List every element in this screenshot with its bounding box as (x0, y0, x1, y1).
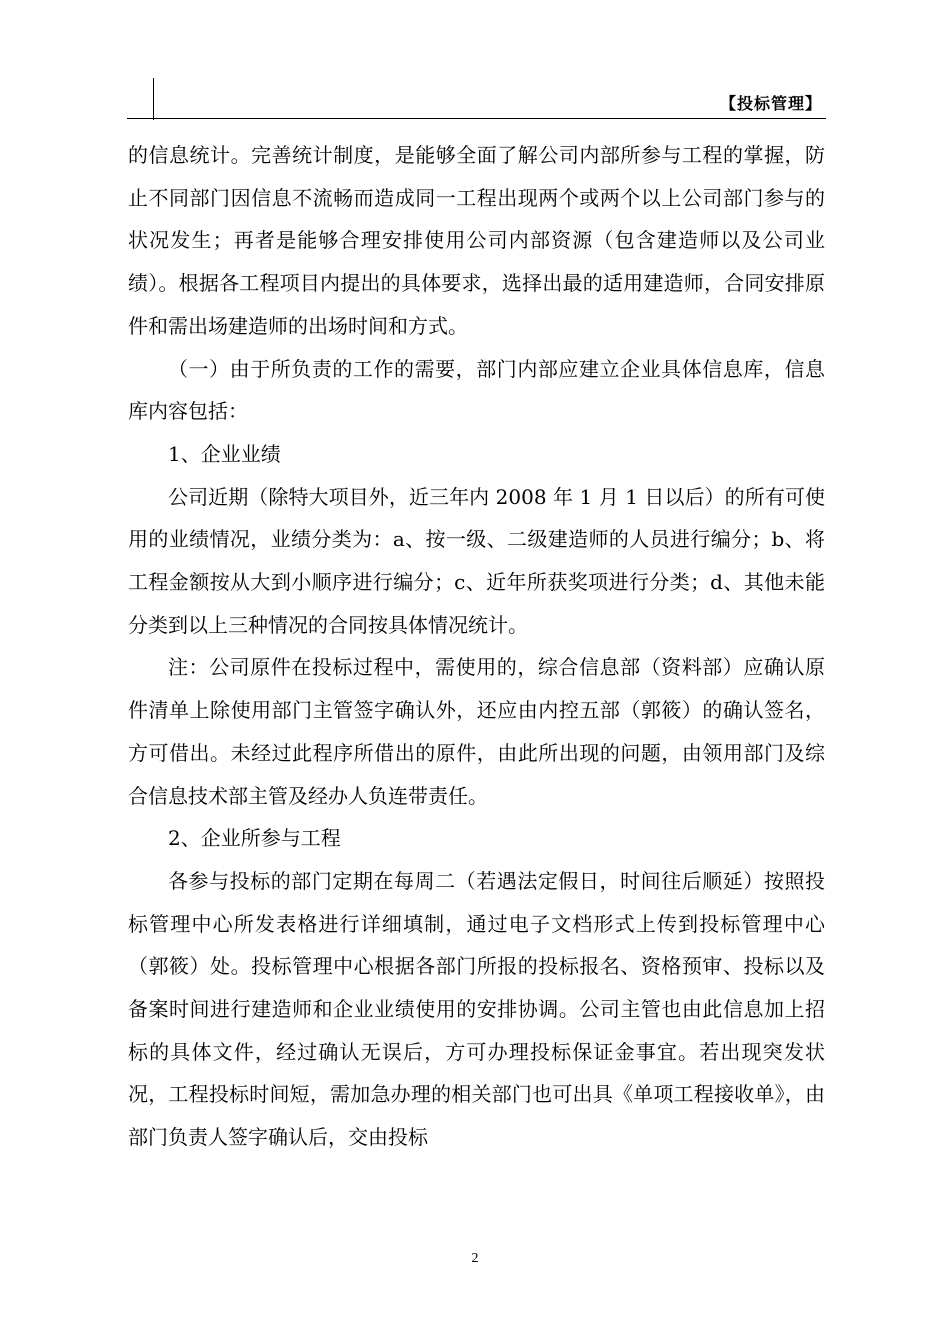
subheading-company-performance: 1、企业业绩 (168, 441, 281, 466)
paragraph-company-projects: 各参与投标的部门定期在每周二（若遇法定假日，时间往后顺延）按照投标管理中心所发表格进行详细填制，通过电子文档形式上传到投标管理中心（郭筱）处。投标管理中心根据各部门所报的投标报名、资格预审、投标以及备案时间进行建造师和企业业绩使用的安排协调。公司主管也由此信息加上招标的具体文件，经过确认无误后，方可办理投标保证金事宜。若出现突发状况，工程投标时间短，需加急办理的相关部门也可出具《单项工程接收单》，由部门负责人签字确认后，交由投标 (128, 868, 825, 1150)
header-rule (127, 118, 826, 119)
page-number: 2 (471, 1251, 479, 1266)
paragraph-note: 注：公司原件在投标过程中，需使用的，综合信息部（资料部）应确认原件清单上除使用部门主管签字确认外，还应由内控五部（郭筱）的确认签名，方可借出。未经过此程序所借出的原件，由此所出现的问题，由领用部门及综合信息技术部主管及经办人负连带责任。 (128, 655, 825, 808)
header-title: 【投标管理】 (719, 94, 822, 113)
paragraph-company-performance: 公司近期（除特大项目外，近三年内 2008 年 1 月 1 日以后）的所有可使用的业绩情况，业绩分类为：a、按一级、二级建造师的人员进行编分；b、将工程金额按从大到小顺序进行编分；c、近年所获奖项进行分类；d、其他未能分类到以上三种情况的合同按具体情况统计。 (128, 484, 825, 637)
header-margin-mark (153, 78, 154, 120)
subheading-company-projects: 2、企业所参与工程 (168, 826, 341, 851)
document-body (128, 134, 825, 1159)
paragraph-section-one: （一）由于所负责的工作的需要，部门内部应建立企业具体信息库，信息库内容包括： (128, 356, 825, 424)
paragraph-continued: 的信息统计。完善统计制度，是能够全面了解公司内部所参与工程的掌握，防止不同部门因信息不流畅而造成同一工程出现两个或两个以上公司部门参与的状况发生；再者是能够合理安排使用公司内部资源（包含建造师以及公司业绩）。根据各工程项目内提出的具体要求，选择出最的适用建造师，合同安排原件和需出场建造师的出场时间和方式。 (128, 143, 825, 338)
